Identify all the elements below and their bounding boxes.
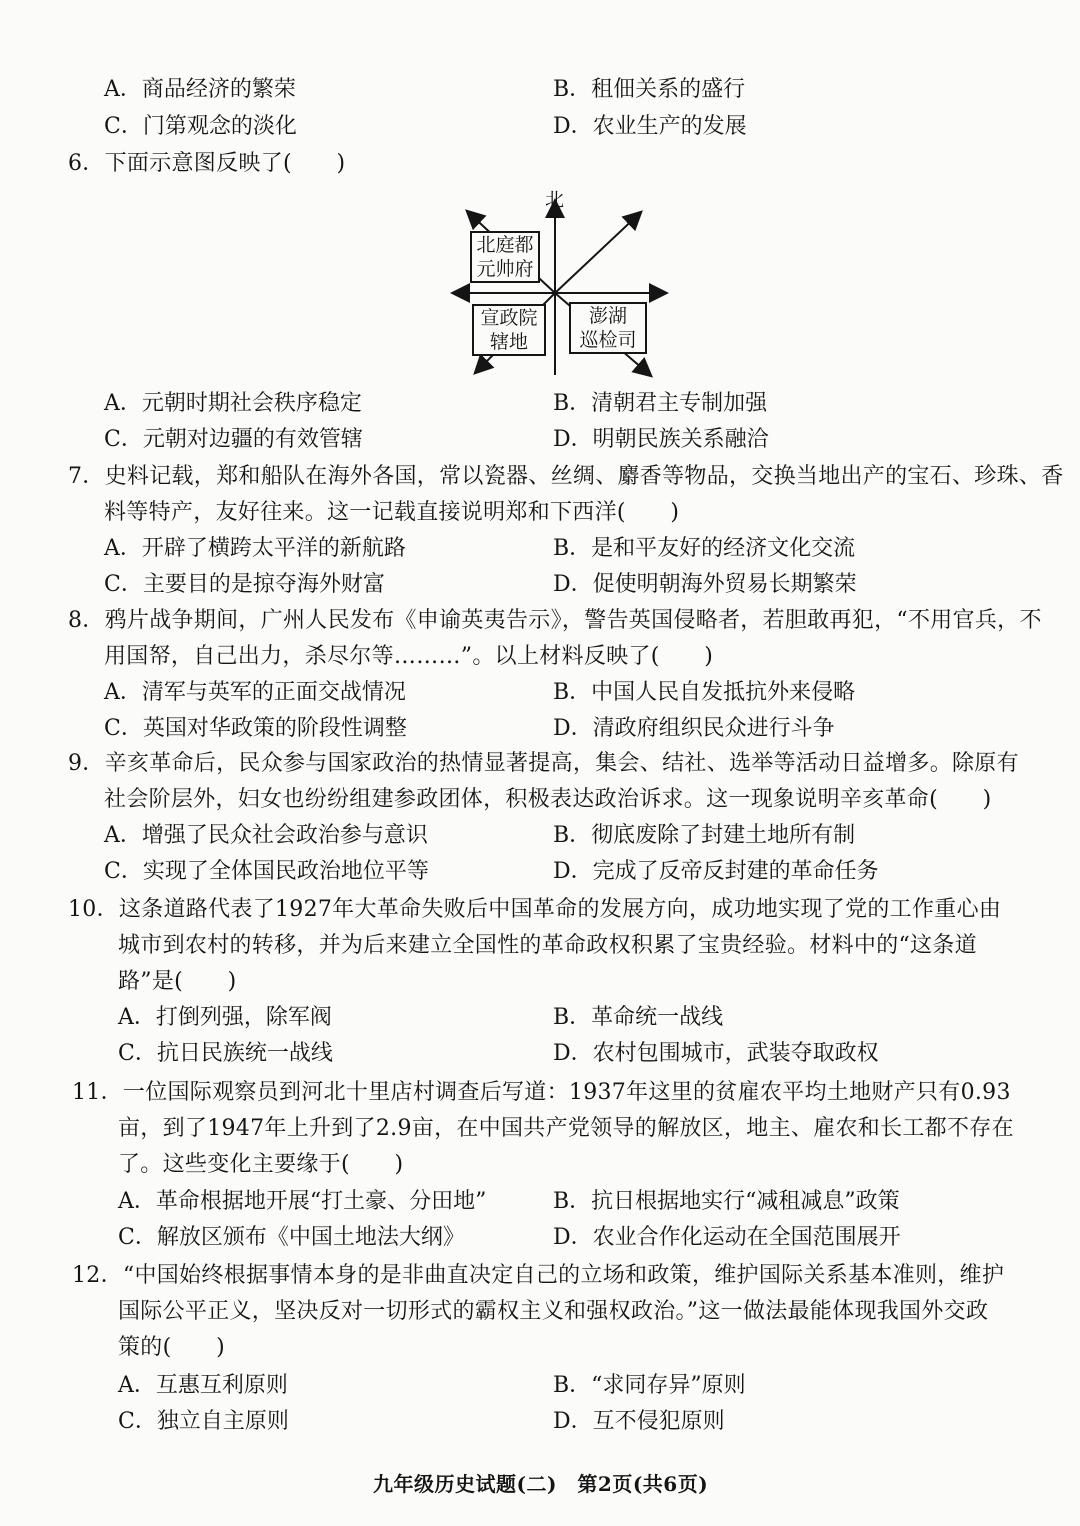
q7-option-a: A．开辟了横跨太平洋的新航路 — [104, 536, 406, 561]
q5-option-c: C．门第观念的淡化 — [104, 114, 297, 139]
q11-option-c: C．解放区颁布《中国土地法大纲》 — [118, 1225, 465, 1250]
beiting-label-2: 元帅府 — [476, 258, 534, 280]
xuanzhengyuan-label-1: 宣政院 — [477, 306, 541, 330]
q6-compass-diagram — [440, 180, 680, 385]
q9-stem-line1: 9．辛亥革命后，民众参与国家政治的热情显著提高，集会、结社、选举等活动日益增多。除原有 — [68, 751, 1019, 776]
q12-option-b: B．“求同存异”原则 — [553, 1373, 746, 1398]
q12-stem-line3: 策的( ) — [118, 1335, 225, 1360]
q6-option-d: D．明朝民族关系融洽 — [553, 427, 769, 452]
q10-stem-line2: 城市到农村的转移，并为后来建立全国性的革命政权积累了宝贵经验。材料中的“这条道 — [118, 933, 977, 958]
q6-option-b: B．清朝君主专制加强 — [553, 391, 768, 416]
penghu-label-1: 澎湖 — [574, 304, 642, 328]
q9-option-c: C．实现了全体国民政治地位平等 — [104, 859, 429, 884]
q11-option-b: B．抗日根据地实行“减租减息”政策 — [553, 1189, 900, 1214]
q5-option-d: D．农业生产的发展 — [553, 114, 747, 139]
q7-option-c: C．主要目的是掠夺海外财富 — [104, 572, 385, 597]
q8-option-a: A．清军与英军的正面交战情况 — [104, 680, 406, 705]
q11-option-a: A．革命根据地开展“打土豪、分田地” — [118, 1189, 487, 1214]
q10-stem-line1: 10．这条道路代表了1927年大革命失败后中国革命的发展方向，成功地实现了党的工作重心由 — [68, 897, 1002, 922]
q9-option-d: D．完成了反帝反封建的革命任务 — [553, 859, 879, 884]
q7-stem-line1: 7．史料记载，郑和船队在海外各国，常以瓷器、丝绸、麝香等物品，交换当地出产的宝石、珍珠、香 — [68, 464, 1064, 489]
q10-option-a: A．打倒列强，除军阀 — [118, 1005, 332, 1030]
q8-stem-line2: 用国帑，自己出力，杀尽尔等………”。以上材料反映了( ) — [104, 644, 714, 669]
q12-stem-line1: 12．“中国始终根据事情本身的是非曲直决定自己的立场和政策，维护国际关系基本准则，维护 — [72, 1263, 1005, 1288]
q5-option-b: B．租佃关系的盛行 — [553, 77, 746, 102]
q11-stem-line1: 11．一位国际观察员到河北十里店村调查后写道：1937年这里的贫雇农平均土地财产只有0.93 — [72, 1080, 1011, 1105]
q12-option-d: D．互不侵犯原则 — [553, 1409, 725, 1434]
q8-option-d: D．清政府组织民众进行斗争 — [553, 716, 835, 741]
q6-option-a: A．元朝时期社会秩序稳定 — [104, 391, 362, 416]
q8-option-b: B．中国人民自发抵抗外来侵略 — [553, 680, 856, 705]
beiting-label-1: 北庭都 — [476, 234, 534, 256]
q8-option-c: C．英国对华政策的阶段性调整 — [104, 716, 407, 741]
q7-stem-line2: 料等特产，友好往来。这一记载直接说明郑和下西洋( ) — [104, 500, 680, 525]
q8-stem-line1: 8．鸦片战争期间，广州人民发布《申谕英夷告示》，警告英国侵略者，若胆敢再犯，“不用官兵，不 — [68, 608, 1042, 633]
q11-stem-line2: 亩，到了1947年上升到了2.9亩，在中国共产党领导的解放区，地主、雇农和长工都不存在 — [118, 1116, 1014, 1141]
q7-option-b: B．是和平友好的经济文化交流 — [553, 536, 856, 561]
q9-stem-line2: 社会阶层外，妇女也纷纷组建参政团体，积极表达政治诉求。这一现象说明辛亥革命( ) — [104, 787, 992, 812]
q10-option-b: B．革命统一战线 — [553, 1005, 724, 1030]
q11-option-d: D．农业合作化运动在全国范围展开 — [553, 1225, 901, 1250]
q10-option-d: D．农村包围城市，武装夺取政权 — [553, 1041, 879, 1066]
q10-stem-line3: 路”是( ) — [118, 969, 237, 994]
north-label: 北 — [545, 189, 565, 211]
q7-option-d: D．促使明朝海外贸易长期繁荣 — [553, 572, 857, 597]
q6-stem: 6．下面示意图反映了( ) — [68, 151, 346, 176]
q9-option-b: B．彻底废除了封建土地所有制 — [553, 823, 856, 848]
q5-option-a: A．商品经济的繁荣 — [104, 77, 296, 102]
q6-option-c: C．元朝对边疆的有效管辖 — [104, 427, 363, 452]
xuanzhengyuan-label-2: 辖地 — [477, 330, 541, 354]
q12-stem-line2: 国际公平正义，坚决反对一切形式的霸权主义和强权政治。”这一做法最能体现我国外交政 — [118, 1299, 989, 1324]
q9-option-a: A．增强了民众社会政治参与意识 — [104, 823, 428, 848]
page-footer: 九年级历史试题(二) 第2页(共6页) — [373, 1472, 709, 1496]
q11-stem-line3: 了。这些变化主要缘于( ) — [118, 1152, 404, 1177]
q12-option-a: A．互惠互利原则 — [118, 1373, 288, 1398]
penghu-label-2: 巡检司 — [574, 328, 642, 352]
q10-option-c: C．抗日民族统一战线 — [118, 1041, 333, 1066]
q12-option-c: C．独立自主原则 — [118, 1409, 289, 1434]
